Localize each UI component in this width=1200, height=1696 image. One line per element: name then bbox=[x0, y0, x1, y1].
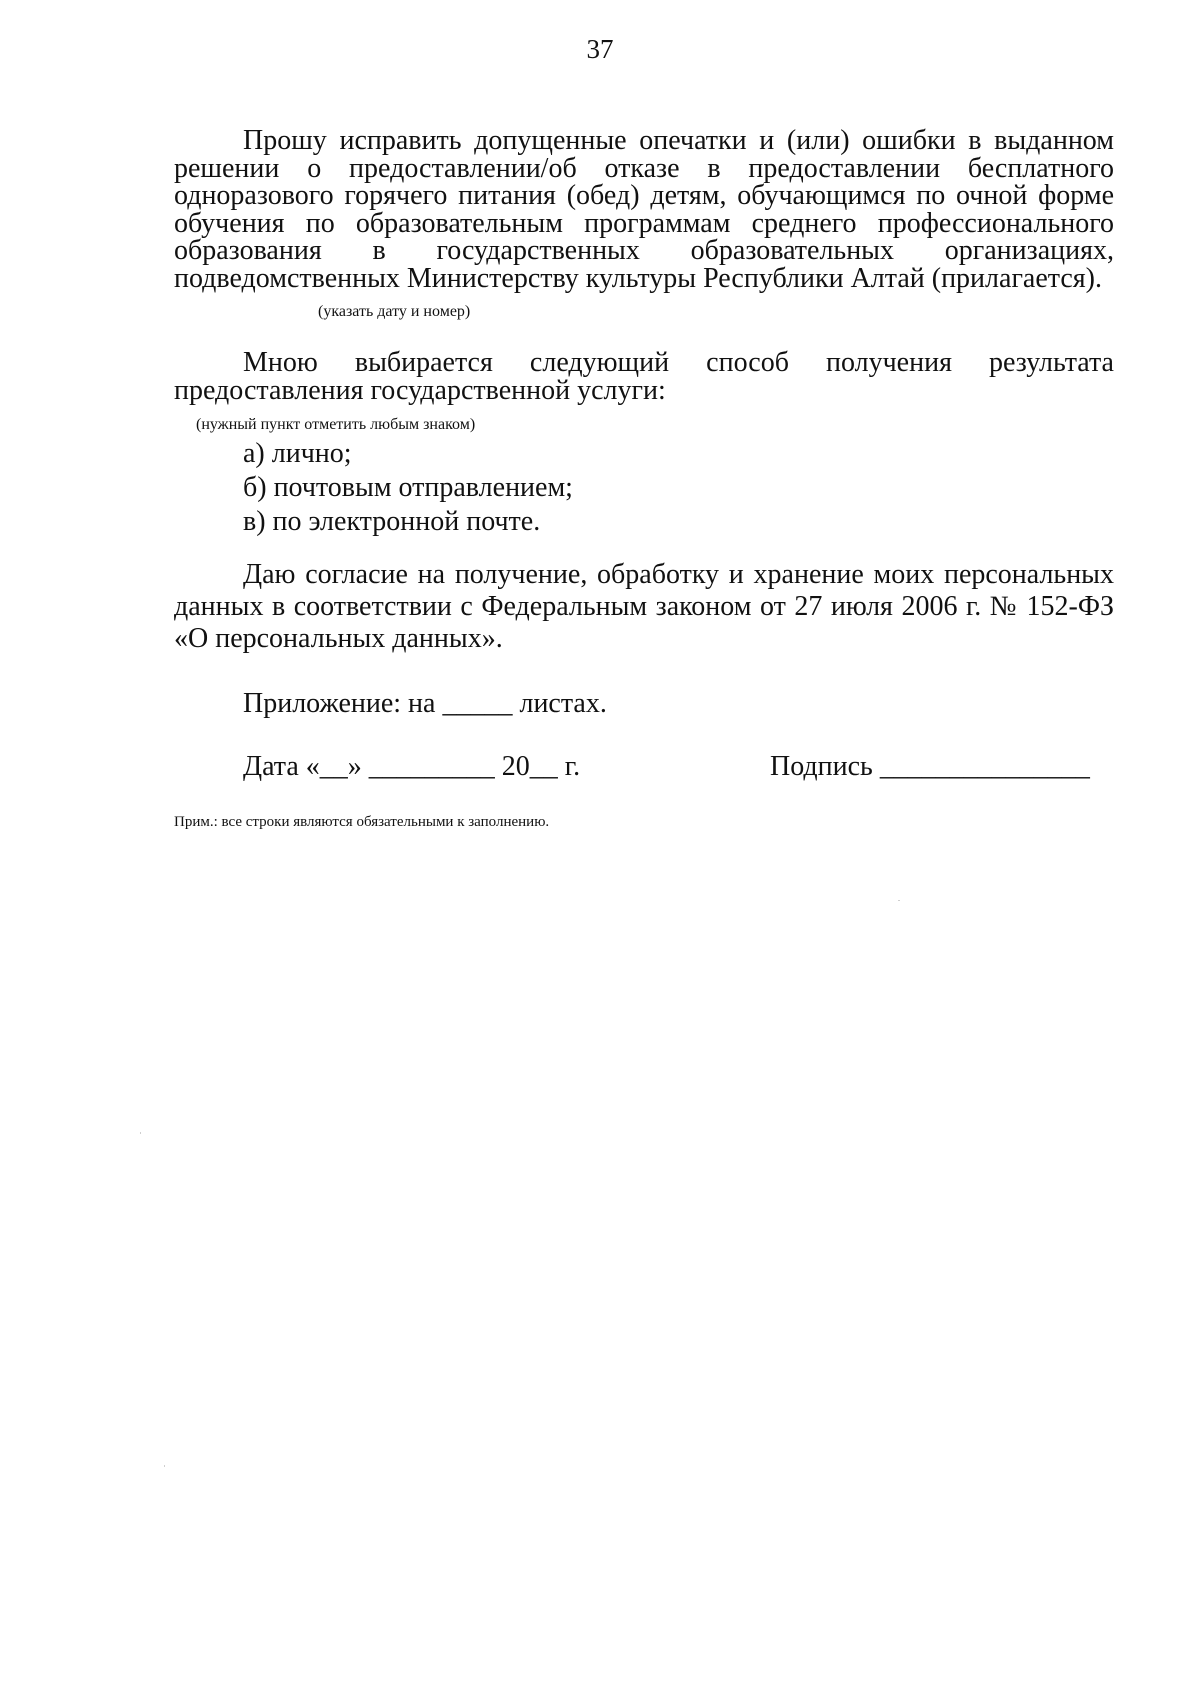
consent-section bbox=[174, 559, 1114, 655]
scan-speck bbox=[140, 1132, 141, 1134]
date-line: Дата «__» _________ 20__ г. bbox=[243, 751, 581, 782]
page-number: 37 bbox=[586, 34, 614, 64]
option-email: в) по электронной почте. bbox=[243, 506, 541, 537]
footnote: Прим.: все строки являются обязательными к заполнению. bbox=[174, 814, 550, 830]
scan-speck bbox=[164, 1465, 165, 1467]
request-paragraph: Прошу исправить допущенные опечатки и (или) ошибки в выданном решении о предоставлении/об отказе в предоставлении бесплатного одноразового горячего питания (обед) детям, обучающимся по очной форме обучения по образовательным программам среднего профессионального образования в государственных образовательных организациях, подведомственных Министерству культуры Республики Алтай (прилагается). bbox=[174, 125, 1114, 294]
consent-paragraph: Даю согласие на получение, обработку и хранение моих персональных данных в соответствии с Федеральным законом от 27 июля 2006 г. № 152-ФЗ «О персональных данных». bbox=[174, 559, 1114, 654]
attachment-line: Приложение: на _____ листах. bbox=[243, 688, 607, 719]
signature-line: Подпись _______________ bbox=[770, 751, 1090, 782]
option-personal: а) лично; bbox=[243, 438, 352, 469]
request-section bbox=[174, 127, 1114, 293]
option-mail: б) почтовым отправлением; bbox=[243, 472, 573, 503]
method-paragraph: Мною выбирается следующий способ получения результата предоставления государственной услуги: bbox=[174, 347, 1114, 406]
method-section bbox=[174, 349, 1114, 404]
scan-speck bbox=[898, 900, 900, 901]
method-hint: (нужный пункт отметить любым знаком) bbox=[196, 416, 476, 433]
request-hint: (указать дату и номер) bbox=[318, 303, 471, 320]
